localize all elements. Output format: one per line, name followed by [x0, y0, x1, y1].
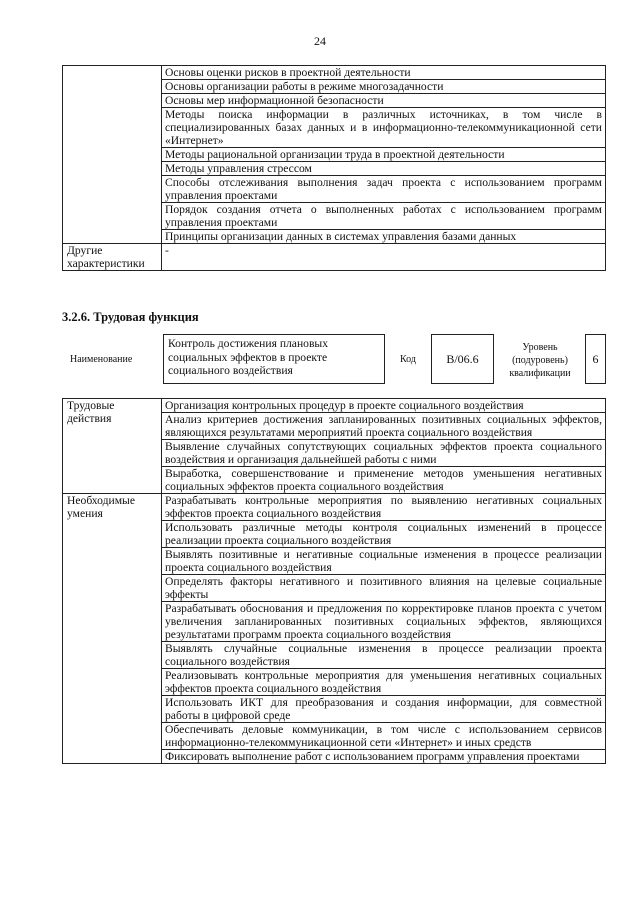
name-value-box: [163, 334, 385, 384]
labor-action-row: Выработка, совершенствование и применение методов уменьшения негативных социальных эффектов проекта социального воздействия: [162, 467, 606, 494]
name-label: Наименование: [70, 354, 133, 365]
labor-action-row: Организация контрольных процедур в проекте социального воздействия: [162, 399, 606, 413]
skill-row: Выявлять случайные социальные изменения в процессе реализации проекта социального воздействия: [162, 642, 606, 669]
required-skills-label: Необходимые умения: [63, 494, 162, 764]
name-value: Контроль достижения плановых социальных эффектов в проекте социального воздействия: [168, 337, 329, 377]
labor-action-row: Выявление случайных сопутствующих социальных эффектов проекта социального воздействия и организация дальнейшей работы с ними: [162, 440, 606, 467]
knowledge-table: [62, 65, 606, 271]
skill-row: Обеспечивать деловые коммуникации, в том числе с использованием сервисов информационно-телекоммуникационной сети «Интернет» и иных средств: [162, 723, 606, 750]
knowledge-row: Порядок создания отчета о выполненных работах с использованием программ управления проектами: [162, 203, 606, 230]
skill-row: Использовать различные методы контроля социальных изменений в процессе реализации проекта социального воздействия: [162, 521, 606, 548]
section-heading: 3.2.6. Трудовая функция: [62, 310, 199, 324]
function-table: [62, 398, 606, 764]
knowledge-row: Основы оценки рисков в проектной деятельности: [162, 66, 606, 80]
labor-actions-label: Трудовые действия: [63, 399, 162, 494]
code-value-box: [431, 334, 494, 384]
skill-row: Фиксировать выполнение работ с использованием программ управления проектами: [162, 750, 606, 764]
knowledge-row: Способы отслеживания выполнения задач проекта с использованием программ управления проектами: [162, 176, 606, 203]
skill-row: Выявлять позитивные и негативные социальные изменения в процессе реализации проекта социального воздействия: [162, 548, 606, 575]
knowledge-row: Основы мер информационной безопасности: [162, 94, 606, 108]
knowledge-row: Методы рациональной организации труда в проектной деятельности: [162, 148, 606, 162]
skill-row: Разрабатывать обоснования и предложения по корректировке планов проекта с учетом увеличения запланированных позитивных социальных эффектов, являющихся результатами программ проекта социального воздействия: [162, 602, 606, 642]
code-value: B/06.6: [446, 352, 479, 366]
knowledge-row: Основы организации работы в режиме многозадачности: [162, 80, 606, 94]
knowledge-row: Методы поиска информации в различных источниках, в том числе в специализированных базах данных и в информационно-телекоммуникационной сети «Интернет»: [162, 108, 606, 148]
skill-row: Разрабатывать контрольные мероприятия по выявлению негативных социальных эффектов проекта социального воздействия: [162, 494, 606, 521]
page-number: 24: [314, 34, 326, 48]
skill-row: Определять факторы негативного и позитивного влияния на целевые социальные эффекты: [162, 575, 606, 602]
level-value: 6: [592, 352, 599, 366]
code-label: Код: [400, 354, 416, 365]
level-value-box: [585, 334, 606, 384]
level-label: Уровень (подуровень) квалификации: [509, 342, 571, 379]
knowledge-row: Принципы организации данных в системах управления базами данных: [162, 230, 606, 244]
labor-action-row: Анализ критериев достижения запланированных позитивных социальных эффектов, являющихся результатами мероприятий проекта социального воздействия: [162, 413, 606, 440]
knowledge-label: [63, 66, 162, 244]
other-characteristics-value: -: [162, 244, 606, 271]
skill-row: Реализовывать контрольные мероприятия для уменьшения негативных социальных эффектов проекта социального воздействия: [162, 669, 606, 696]
other-characteristics-label: Другие характеристики: [63, 244, 162, 271]
knowledge-row: Методы управления стрессом: [162, 162, 606, 176]
skill-row: Использовать ИКТ для преобразования и создания информации, для совместной работы в цифровой среде: [162, 696, 606, 723]
